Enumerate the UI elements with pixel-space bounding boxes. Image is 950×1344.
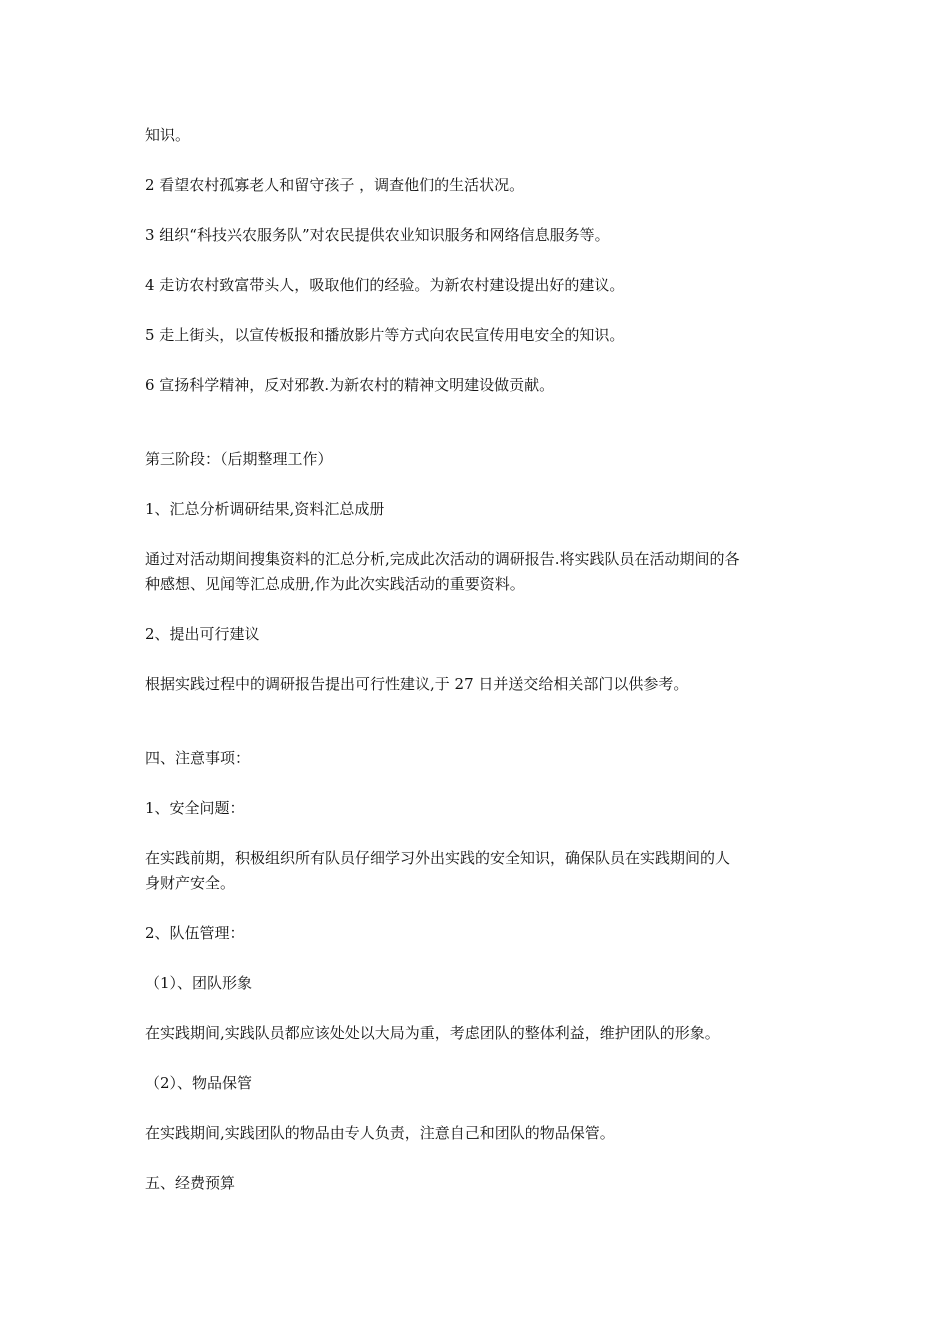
paragraph-line: 在实践前期，积极组织所有队员仔细学习外出实践的安全知识，确保队员在实践期间的人 — [145, 849, 731, 867]
paragraph-line: 身财产安全。 — [145, 874, 236, 892]
paragraph-line: 在实践期间,实践队员都应该处处以大局为重，考虑团队的整体利益，维护团队的形象。 — [145, 1024, 720, 1042]
subheading: 2、提出可行建议 — [145, 625, 260, 643]
list-item: 4 走访农村致富带头人，吸取他们的经验。为新农村建设提出好的建议。 — [145, 276, 625, 294]
subheading: （2）、物品保管 — [145, 1074, 253, 1092]
subheading: 1、汇总分析调研结果,资料汇总成册 — [145, 500, 385, 518]
subheading: （1）、团队形象 — [145, 974, 253, 992]
paragraph-line: 种感想、见闻等汇总成册,作为此次实践活动的重要资料。 — [145, 575, 525, 593]
list-item: 3 组织“科技兴农服务队”对农民提供农业知识服务和网络信息服务等。 — [145, 226, 610, 244]
section-heading: 四、注意事项： — [145, 749, 251, 767]
list-item: 5 走上街头，以宣传板报和播放影片等方式向农民宣传用电安全的知识。 — [145, 326, 625, 344]
subheading: 2、队伍管理： — [145, 924, 245, 942]
paragraph-line: 在实践期间,实践团队的物品由专人负责，注意自己和团队的物品保管。 — [145, 1124, 615, 1142]
list-item: 2 看望农村孤寡老人和留守孩子 ，调查他们的生活状况。 — [145, 176, 525, 194]
list-item: 6 宣扬科学精神，反对邪教.为新农村的精神文明建设做贡献。 — [145, 376, 555, 394]
section-heading: 五、经费预算 — [145, 1174, 236, 1192]
paragraph-line: 根据实践过程中的调研报告提出可行性建议,于 27 日并送交给相关部门以供参考。 — [145, 675, 689, 693]
subheading: 1、安全问题： — [145, 799, 245, 817]
paragraph-line: 通过对活动期间搜集资料的汇总分析,完成此次活动的调研报告.将实践队员在活动期间的各 — [145, 550, 740, 568]
section-heading: 第三阶段：（后期整理工作） — [145, 450, 333, 468]
text-line: 知识。 — [145, 126, 191, 144]
